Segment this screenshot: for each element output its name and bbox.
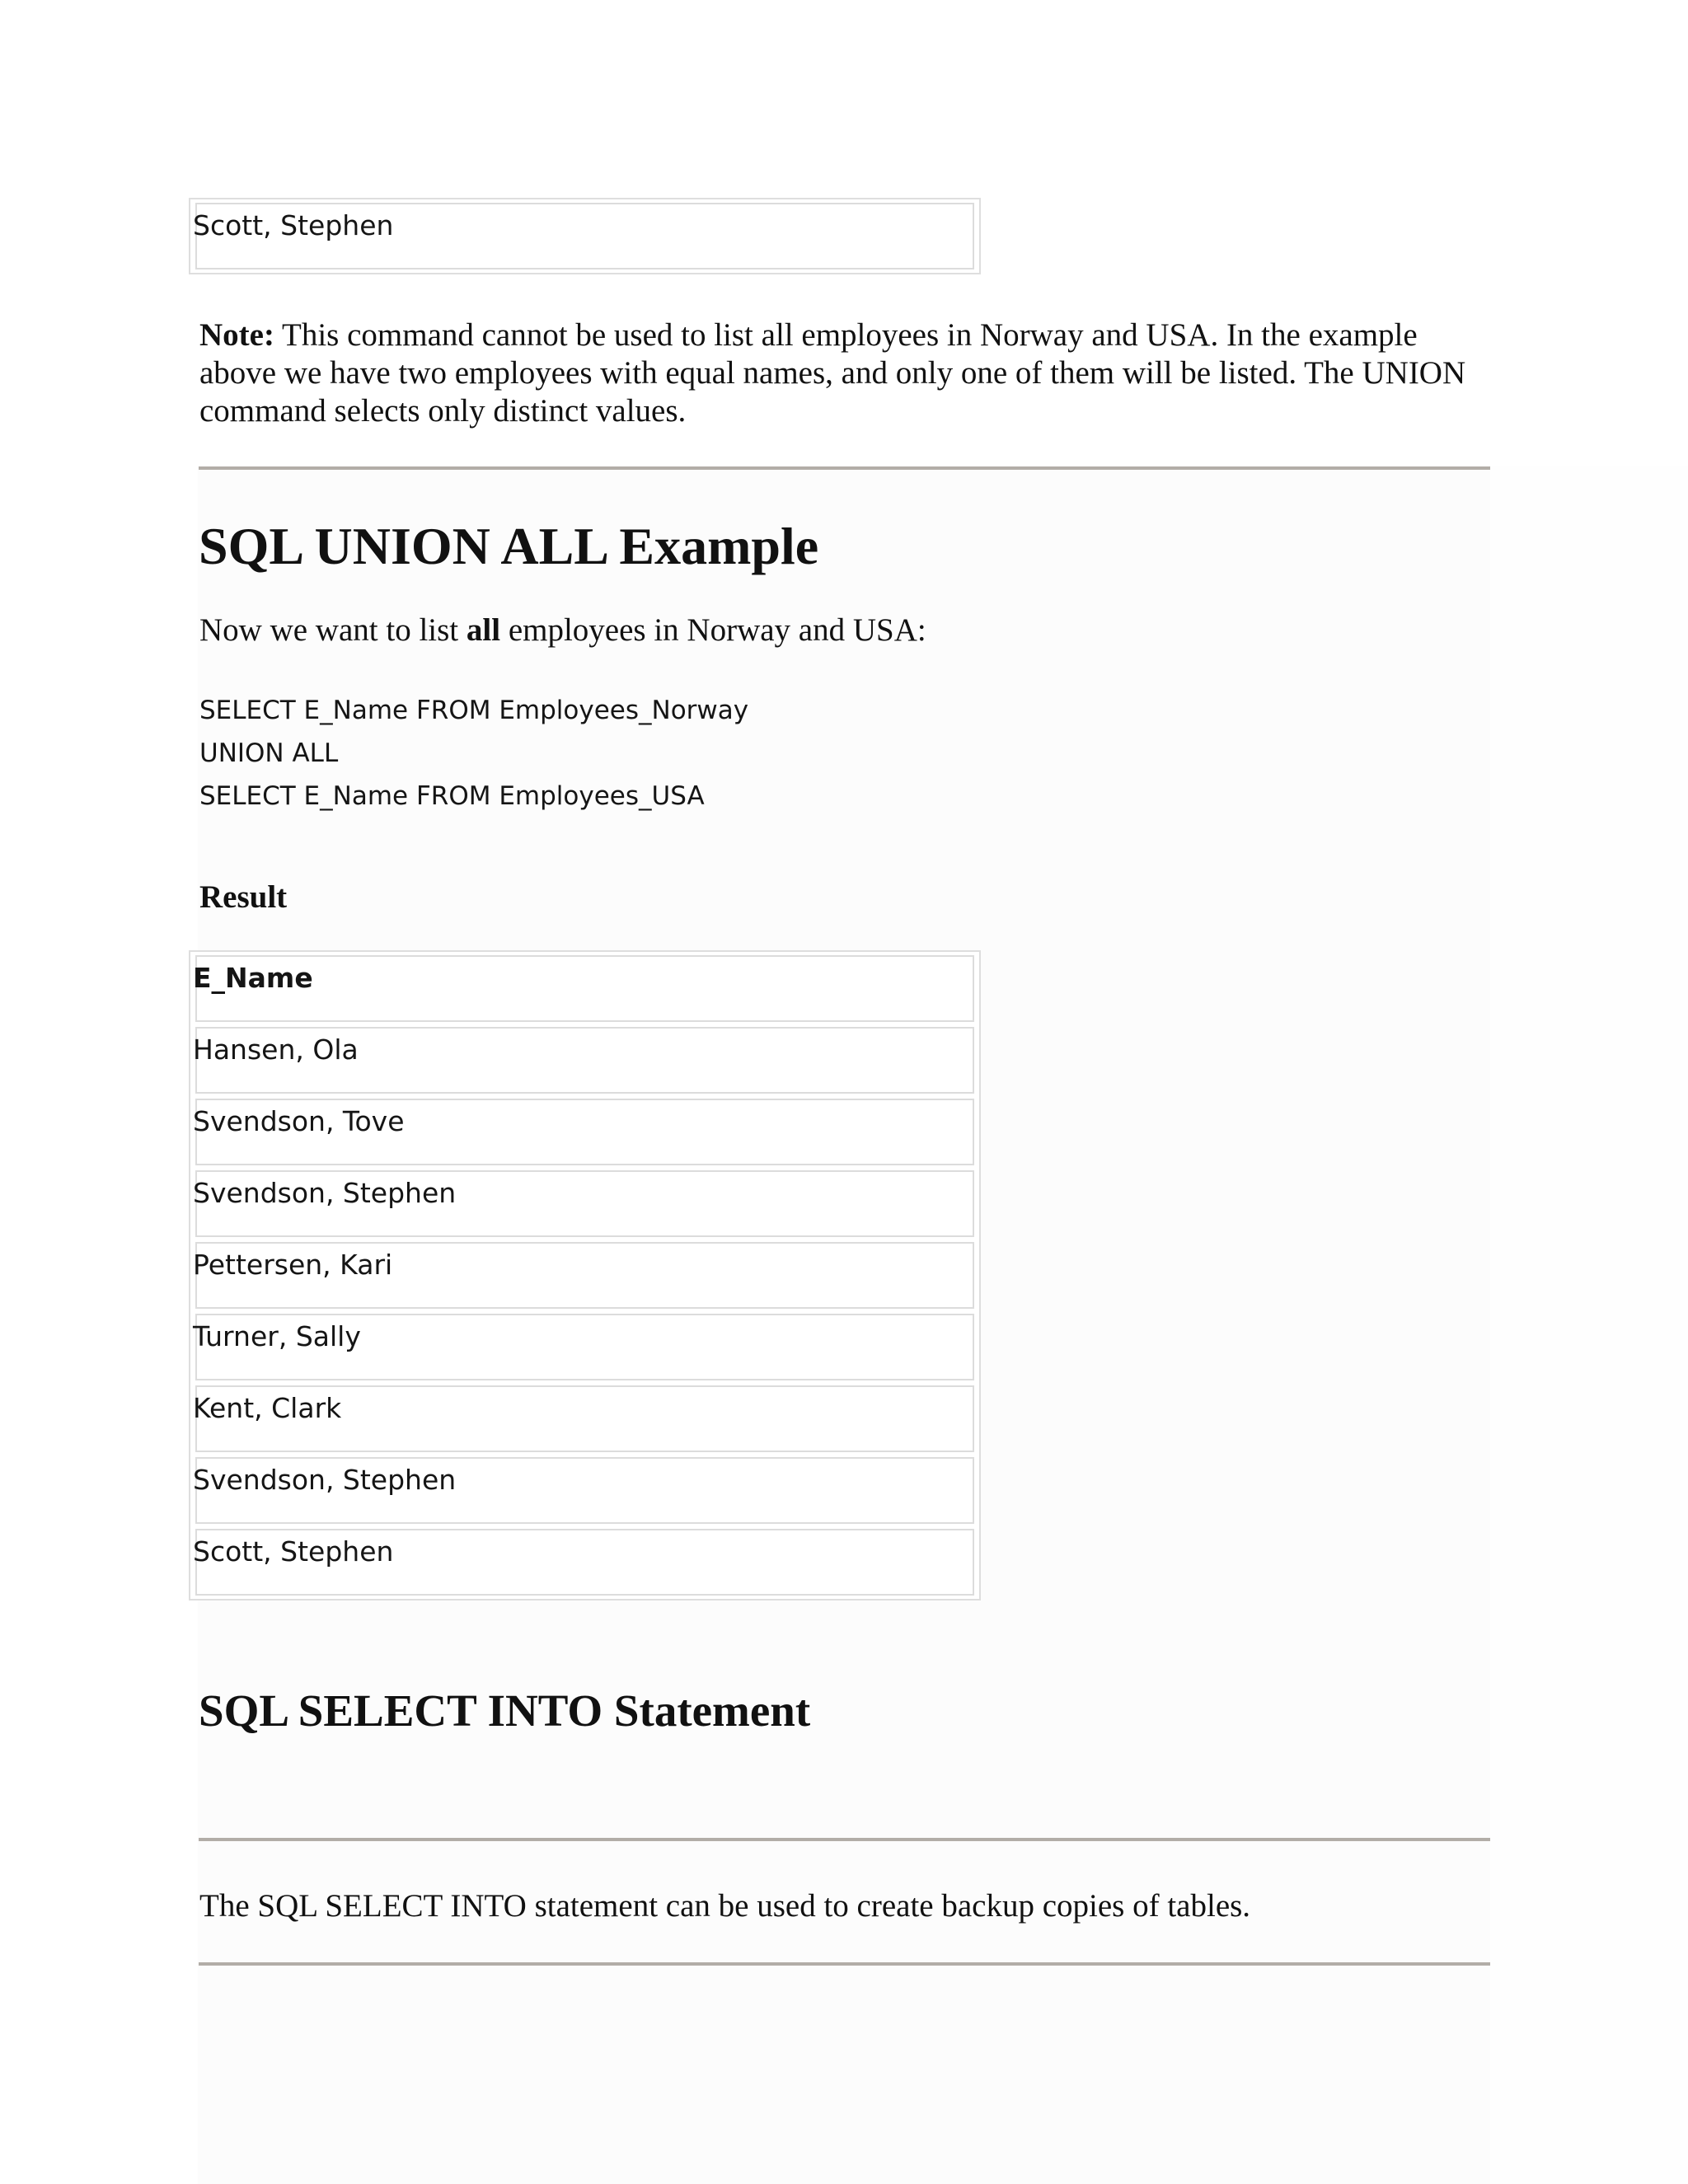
union-all-heading: SQL UNION ALL Example bbox=[199, 517, 819, 575]
section-divider bbox=[199, 1962, 1490, 1966]
intro-text-emphasis: all bbox=[466, 612, 501, 648]
table-cell: Svendson, Stephen bbox=[193, 1464, 457, 1496]
union-all-intro bbox=[199, 612, 926, 649]
previous-result-table bbox=[189, 198, 981, 274]
section-divider bbox=[199, 466, 1490, 470]
select-into-heading: SQL SELECT INTO Statement bbox=[199, 1685, 811, 1736]
result-heading: Result bbox=[199, 879, 288, 915]
table-cell: Hansen, Ola bbox=[193, 1033, 359, 1066]
table-header-row bbox=[195, 955, 974, 1022]
select-into-description: The SQL SELECT INTO statement can be used to create backup copies of tables. bbox=[199, 1888, 1251, 1924]
table-row bbox=[195, 1385, 974, 1452]
table-row bbox=[195, 1170, 974, 1237]
table-cell: Svendson, Tove bbox=[193, 1105, 405, 1137]
note-text: This command cannot be used to list all employees in Norway and USA. In the example above we have two employees with equal names, and only one of them will be listed. The UNION command selects only distinct values. bbox=[199, 317, 1466, 429]
table-cell: Pettersen, Kari bbox=[193, 1249, 393, 1281]
intro-text-start: Now we want to list bbox=[199, 612, 467, 648]
section-divider bbox=[199, 1838, 1490, 1841]
union-all-result-table bbox=[189, 950, 981, 1601]
table-cell: Scott, Stephen bbox=[193, 209, 394, 241]
intro-text-end: employees in Norway and USA: bbox=[500, 612, 926, 648]
note-paragraph bbox=[199, 316, 1485, 430]
margin-background bbox=[1490, 466, 1688, 2184]
table-cell: Turner, Sally bbox=[193, 1320, 361, 1352]
table-row bbox=[195, 1099, 974, 1165]
table-row bbox=[195, 203, 974, 269]
sql-code-block bbox=[199, 689, 748, 818]
code-line: SELECT E_Name FROM Employees_Norway bbox=[199, 696, 749, 725]
table-row bbox=[195, 1242, 974, 1309]
table-row bbox=[195, 1027, 974, 1094]
table-row bbox=[195, 1529, 974, 1596]
code-line: SELECT E_Name FROM Employees_USA bbox=[199, 781, 705, 811]
table-header-cell: E_Name bbox=[193, 962, 313, 994]
table-row bbox=[195, 1314, 974, 1380]
table-cell: Kent, Clark bbox=[193, 1392, 342, 1424]
note-label: Note: bbox=[199, 317, 274, 353]
table-cell: Svendson, Stephen bbox=[193, 1177, 457, 1209]
table-cell: Scott, Stephen bbox=[193, 1535, 394, 1568]
table-row bbox=[195, 1457, 974, 1524]
code-line: UNION ALL bbox=[199, 738, 339, 768]
